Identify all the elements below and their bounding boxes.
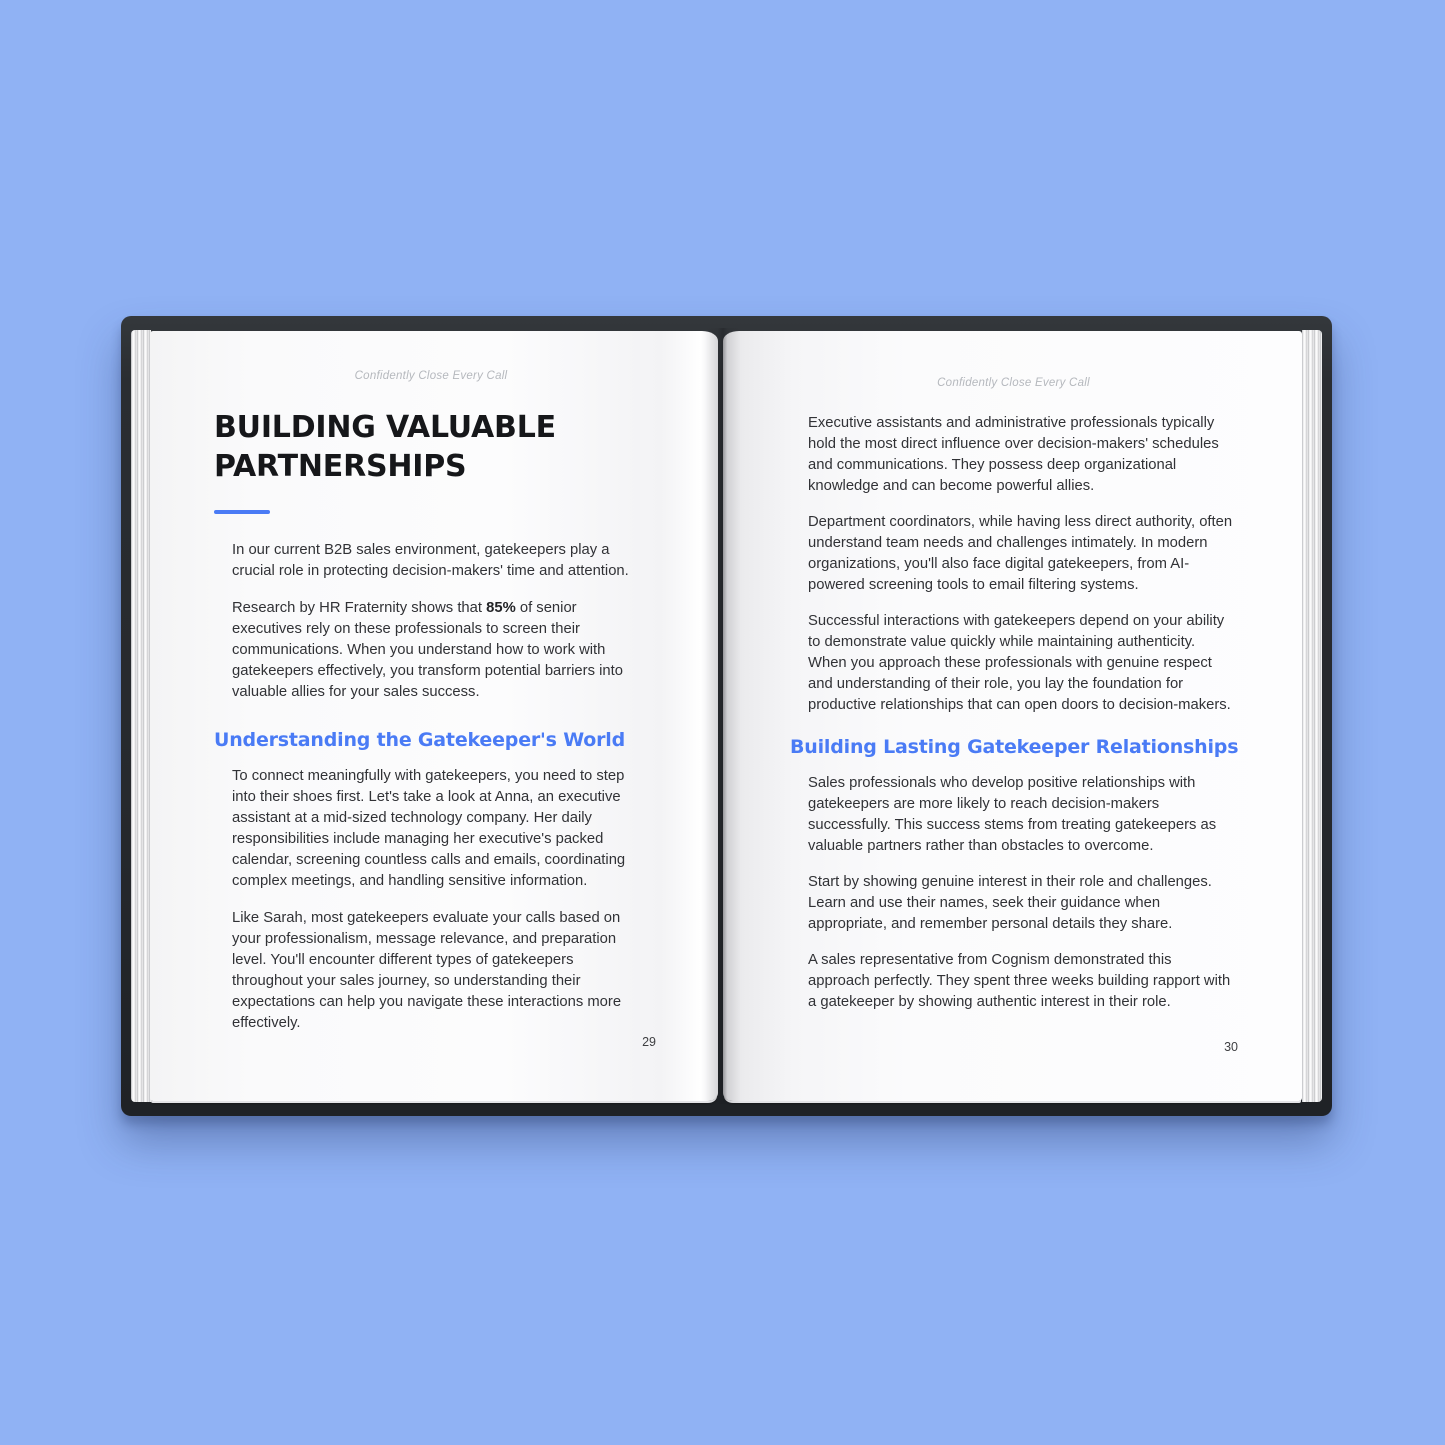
- page-number-right: 30: [1224, 1040, 1238, 1054]
- paragraph-executive-assistants: Executive assistants and administrative professionals typically hold the most direct influence over decision-makers' schedules and communications. They possess deep organizational knowledge and can become powerful allies.: [808, 415, 1219, 494]
- paragraph-research: [232, 598, 648, 703]
- page-edges-right: [1302, 330, 1322, 1102]
- page-edges-left: [131, 330, 151, 1102]
- section-heading-lasting-relationships: Building Lasting Gatekeeper Relationships: [790, 736, 1239, 758]
- open-book-mockup: [121, 316, 1332, 1116]
- page-number-left: 29: [642, 1035, 656, 1049]
- paragraph-successful-interactions: Successful interactions with gatekeepers depend on your ability to demonstrate value quickly while maintaining authenticity. When you approach these professionals with genuine respect and understanding of their role, you lay the foundation for productive relationships that can open doors to decision-makers.: [808, 613, 1231, 713]
- paragraph-anna: To connect meaningfully with gatekeepers, you need to step into their shoes first. Let's take a look at Anna, an executive assistant at a mid-sized technology company. Her daily responsibilities include managing her executive's packed calendar, screening countless calls and emails, coordinating complex meetings, and handling sensitive information.: [232, 768, 626, 889]
- section-heading-gatekeepers-world: Understanding the Gatekeeper's World: [214, 729, 626, 751]
- paragraph-sarah: Like Sarah, most gatekeepers evaluate your calls based on your professionalism, message relevance, and preparation level. You'll encounter different types of gatekeepers throughout your sales journey, so understanding their expectations can help you navigate these interactions more effectively.: [232, 910, 622, 1031]
- chapter-title: BUILDING VALUABLE PARTNERSHIPS: [214, 410, 556, 484]
- statistic-emphasis: 85%: [486, 600, 516, 616]
- paragraph-department-coordinators: Department coordinators, while having less direct authority, often understand team needs and challenges intimately. In modern organizations, you'll also face digital gatekeepers, from AI-powered screening tools to email filtering systems.: [808, 514, 1233, 593]
- paragraph-research-post: of senior executives rely on these professionals to screen their communications. When you understand how to work with gatekeepers effectively, you transform potential barriers into valuable allies for your sales success.: [232, 600, 623, 700]
- running-header: Confidently Close Every Call: [937, 377, 1090, 389]
- running-header: Confidently Close Every Call: [354, 370, 508, 382]
- accent-rule: [214, 510, 270, 514]
- paragraph-sales-professionals: Sales professionals who develop positive relationships with gatekeepers are more likely to reach decision-makers successfully. This success stems from treating gatekeepers as valuable partners rather than obstacles to overcome.: [808, 775, 1217, 854]
- book-page-right: [723, 331, 1302, 1101]
- book-page-left: [150, 331, 718, 1101]
- paragraph-research-pre: Research by HR Fraternity shows that: [232, 600, 487, 616]
- paragraph-genuine-interest: Start by showing genuine interest in their role and challenges. Learn and use their names, seek their guidance when appropriate, and remember personal details they share.: [808, 874, 1212, 932]
- paragraph-cognism-example: A sales representative from Cognism demonstrated this approach perfectly. They spent three weeks building rapport with a gatekeeper by showing authentic interest in their role.: [808, 952, 1231, 1010]
- paragraph-intro: In our current B2B sales environment, gatekeepers play a crucial role in protecting decision-makers' time and attention.: [232, 542, 629, 579]
